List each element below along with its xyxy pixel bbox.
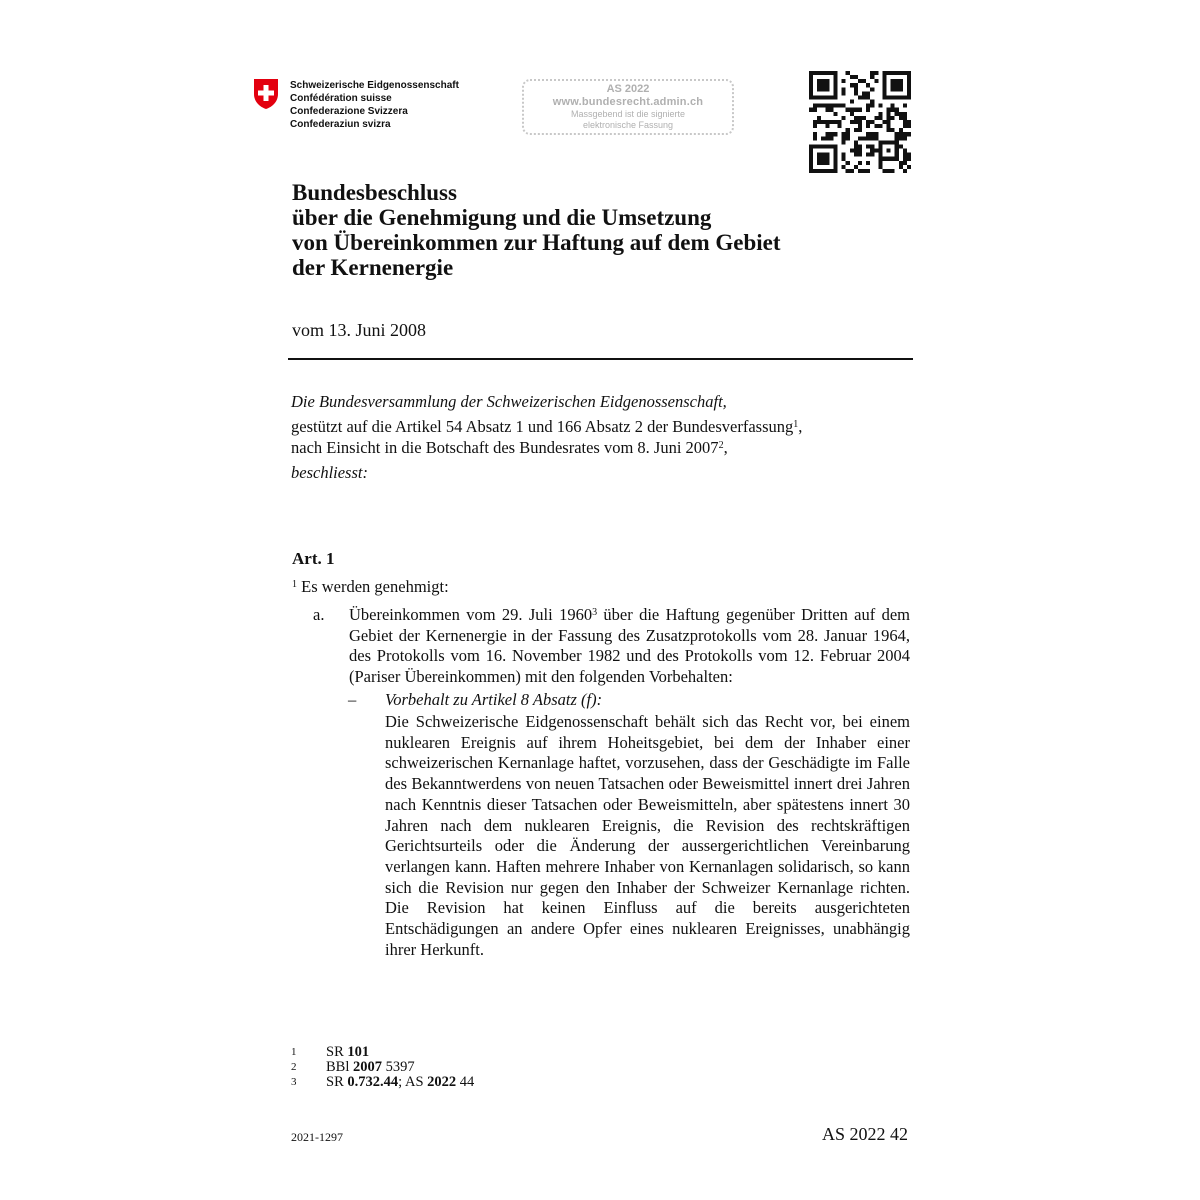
footnote-ref[interactable]: 2: [718, 440, 724, 451]
list-item-text: [349, 605, 910, 687]
decree-date: vom 13. Juni 2008: [292, 320, 427, 340]
swiss-cross-icon: [252, 78, 280, 110]
preamble-decides: beschliesst:: [291, 463, 368, 482]
preamble-message: [291, 437, 911, 458]
item-text-part: über die Haftung gegenüber Dritten auf dem Gebiet der Kernenergie in der Fassung des Zusatzprotokolls vom 28. Januar 1964, des Protokolls vom 16. November 1982 und des Protokolls vom 12. Februar 2004 (Pariser Übereinkommen) mit den folgenden Vorbehalten:: [349, 605, 910, 686]
title-line: Bundesbeschluss: [292, 180, 457, 205]
footnotes: [291, 1045, 474, 1090]
footnote-text: BBl 2007 5397: [326, 1059, 415, 1075]
footnote-text: SR 0.732.44; AS 2022 44: [326, 1074, 475, 1090]
article-paragraph: [292, 576, 449, 597]
footnote: [291, 1060, 474, 1075]
document-number: 2021-1297: [291, 1130, 343, 1144]
list-item-letter: a.: [313, 605, 325, 624]
footnote-number: 2: [291, 1061, 297, 1073]
title-divider: [288, 358, 913, 360]
stamp-note-line1: Massgebend ist die signierte: [570, 109, 686, 119]
preamble-message-end: ,: [723, 438, 728, 457]
document-title: [292, 180, 781, 280]
reservation-title: Vorbehalt zu Artikel 8 Absatz (f):: [385, 690, 603, 709]
footnote: [291, 1075, 474, 1090]
confederation-name-fr: Confédération suisse: [290, 93, 392, 104]
preamble-basis-text: gestützt auf die Artikel 54 Absatz 1 und 166 Absatz 2 der Bundesverfassung: [291, 417, 794, 436]
sublist-dash: –: [348, 690, 357, 709]
confederation-names: [290, 79, 459, 131]
preamble-basis-end: ,: [798, 417, 803, 436]
preamble: [291, 391, 911, 483]
title-line: von Übereinkommen zur Haftung auf dem Gebiet: [292, 230, 781, 255]
footnote-ref[interactable]: 3: [592, 607, 598, 618]
footnote-number: 3: [291, 1076, 297, 1088]
signature-stamp: [522, 79, 734, 135]
article-title: Art. 1: [292, 549, 335, 568]
title-line: über die Genehmigung und die Umsetzung: [292, 205, 712, 230]
footnote-ref[interactable]: 1: [793, 419, 799, 430]
footnote: [291, 1045, 474, 1060]
confederation-name-rm: Confederaziun svizra: [290, 119, 391, 130]
preamble-authority: Die Bundesversammlung der Schweizerischen Eidgenossenschaft,: [291, 392, 727, 411]
paragraph-number: 1: [292, 579, 297, 590]
reservation-text: Die Schweizerische Eidgenossenschaft behält sich das Recht vor, bei einem nuklearen Ereignis auf ihrem Hoheitsgebiet, bei dem der Inhaber einer schweizerischen Kernanlage haftet, vorzusehen, dass der Geschädigte im Falle des Bekanntwerdens von neuen Tatsachen oder Beweismittel innert drei Jahren nach Kenntnis dieser Tatsachen oder Beweismitteln, aber spätestens innert 30 Jahren nach dem nuklearen Ereignis, die Revision des rechtskräftigen Gerichtsurteils oder die Änderung der aussergerichtlichen Vereinbarung verlangen kann. Haften mehrere Inhaber von Kernanlagen solidarisch, so kann sich die Revision nur gegen den Inhaber der Schweizer Kernanlage richten. Die Revision hat keinen Einfluss auf die bereits ausgerichteten Entschädigungen an andere Opfer eines nuklearen Ereignisses, unabhängig ihrer Herkunft.: [385, 712, 910, 959]
title-line: der Kernenergie: [292, 255, 454, 280]
footnote-text: SR 101: [326, 1044, 370, 1060]
official-collection-page: AS 2022 42: [822, 1124, 909, 1144]
preamble-message-text: nach Einsicht in die Botschaft des Bundesrates vom 8. Juni 2007: [291, 438, 719, 457]
qr-code-icon: [809, 71, 911, 173]
stamp-note-line2: elektronische Fassung: [582, 120, 674, 130]
confederation-name-it: Confederazione Svizzera: [290, 106, 408, 117]
preamble-basis: [291, 416, 911, 437]
stamp-url: www.bundesrecht.admin.ch: [552, 96, 704, 108]
paragraph-text: Es werden genehmigt:: [301, 577, 449, 596]
stamp-as-number: AS 2022: [606, 83, 650, 95]
item-text-part: Übereinkommen vom 29. Juli 1960: [349, 605, 593, 624]
confederation-name-de: Schweizerische Eidgenossenschaft: [290, 80, 459, 91]
footnote-number: 1: [291, 1046, 297, 1058]
